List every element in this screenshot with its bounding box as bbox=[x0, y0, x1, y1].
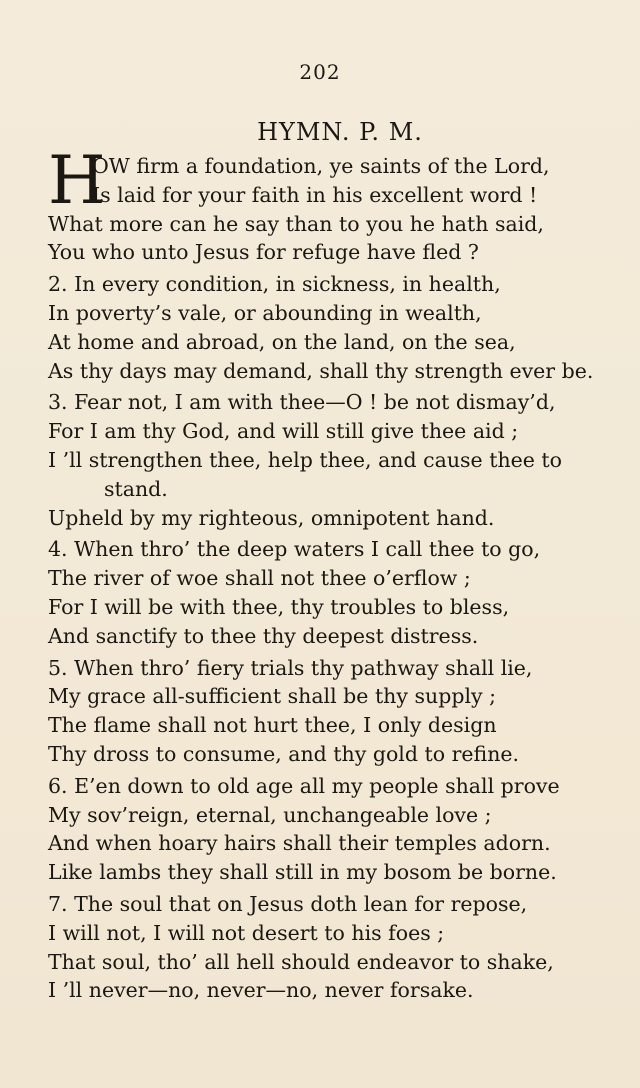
verse-line: 7. The soul that on Jesus doth lean for repose, bbox=[48, 891, 528, 916]
verse-line: In poverty’s vale, or abounding in wealth, bbox=[48, 300, 482, 325]
verse-line: 6. E’en down to old age all my people shall prove bbox=[48, 773, 560, 798]
verse-line: 2. In every condition, in sickness, in health, bbox=[48, 272, 501, 297]
verse-line: 4. When thro’ the deep waters I call thee to go, bbox=[48, 537, 541, 562]
verse-line: The flame shall not hurt thee, I only design bbox=[48, 713, 497, 738]
verse-line: For I am thy God, and will still give thee aid ; bbox=[48, 419, 519, 444]
verse-line-continuation: stand. bbox=[104, 476, 168, 501]
verse-line: I ’ll never—no, never—no, never forsake. bbox=[48, 978, 474, 1003]
verse-line: The river of woe shall not thee o’erflow ; bbox=[48, 566, 471, 591]
verse-1 bbox=[48, 142, 628, 219]
verse-line: At home and abroad, on the land, on the sea, bbox=[48, 329, 516, 354]
drop-cap: H bbox=[48, 142, 106, 219]
verse-line: And when hoary hairs shall their temples adorn. bbox=[48, 831, 551, 856]
verse-line: My sov’reign, eternal, unchangeable love ; bbox=[48, 802, 492, 827]
verse-line: You who unto Jesus for refuge have fled ? bbox=[48, 240, 479, 265]
verse-line: What more can he say than to you he hath said, bbox=[48, 211, 544, 236]
hymn-text bbox=[48, 142, 628, 1005]
verse-line: Upheld by my righteous, omnipotent hand. bbox=[48, 505, 495, 530]
verse-line: That soul, tho’ all hell should endeavor to shake, bbox=[48, 949, 554, 974]
hymn-heading: HYMN. P. M. bbox=[257, 118, 423, 146]
verse-line: Thy dross to consume, and thy gold to refine. bbox=[48, 741, 520, 766]
verse-line: And sanctify to thee thy deepest distress. bbox=[48, 623, 479, 648]
verse-line: OW firm a foundation, ye saints of the Lord, bbox=[92, 154, 550, 178]
verse-line: As thy days may demand, shall thy strength ever be. bbox=[48, 358, 594, 383]
verse-line: For I will be with thee, thy troubles to bless, bbox=[48, 594, 510, 619]
verse-line: My grace all-sufficient shall be thy supply ; bbox=[48, 684, 497, 709]
verse-line: I ’ll strengthen thee, help thee, and cause thee to bbox=[48, 447, 563, 472]
page-number: 202 bbox=[299, 60, 341, 84]
verse-line: 3. Fear not, I am with thee—O ! be not dismay’d, bbox=[48, 390, 556, 415]
verse-line: Like lambs they shall still in my bosom be borne. bbox=[48, 860, 557, 885]
verse-line: I will not, I will not desert to his foes ; bbox=[48, 920, 445, 945]
verse-line: 5. When thro’ fiery trials thy pathway shall lie, bbox=[48, 655, 533, 680]
verse-line: Is laid for your faith in his excellent word ! bbox=[92, 182, 538, 207]
